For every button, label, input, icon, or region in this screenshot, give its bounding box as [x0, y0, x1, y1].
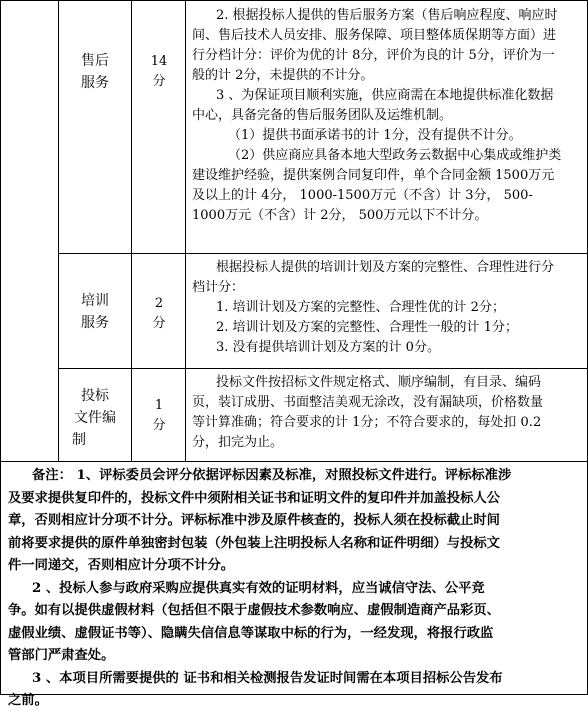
- criteria-line: 等计算准确；符合要求的计 1分；不符合要求的，每处扣 0.2: [192, 415, 542, 430]
- criteria-line: 3 、为保证项目顺利实施，供应商需在本地提供标准化数据: [216, 88, 554, 103]
- criteria-line: 3. 没有提供培训计划及方案的计 0分。: [216, 340, 440, 355]
- note-line: 管部门严肃查处。: [8, 648, 115, 663]
- criteria-line: 2. 根据投标人提供的售后服务方案（售后响应程度、响应时: [216, 8, 558, 23]
- row-border-top: [0, 0, 588, 1]
- col-border-1: [58, 0, 59, 462]
- note-line: 3 、本项目所需要提供的 证书和相关检测报告发证时间需在本项目招标公告发布: [32, 670, 503, 686]
- col-border-3: [185, 0, 186, 462]
- criteria-line: 投标文件按招标文件规定格式、顺序编制，有目录、编码: [216, 375, 542, 390]
- criteria-line: 般的计 2分，未提供的不计分。: [192, 68, 374, 83]
- criteria-line: 1000万元（不含）计 2分， 500万元以下不计分。: [192, 208, 488, 223]
- score-line: 1: [154, 398, 164, 413]
- criteria-line: （2）供应商应具备本地大型政务云数据中心集成或维护类: [228, 148, 562, 163]
- criteria-line: 行分档计分：评价为优的计 8分，评价为良的计 5分，评价为一: [192, 48, 555, 63]
- col-border-2: [131, 0, 132, 462]
- criteria-line: 建设维护经验，提供案例合同复印件，单个合同金额 1500万元: [192, 168, 555, 183]
- note-line: 章，否则相应计分项不计分。评标标准中涉及原件核查的，投标人须在投标截止时间: [8, 513, 500, 528]
- category-line: 制: [72, 432, 86, 448]
- category-line: 文件编: [74, 410, 116, 426]
- note-line: 之前。: [8, 693, 48, 708]
- criteria-line: 间、售后技术人员安排、服务保障、项目整体质保期等方面）进: [192, 28, 557, 43]
- row-border-3: [0, 461, 588, 462]
- score-line: 分: [152, 418, 166, 433]
- criteria-line: （1）提供书面承诺书的计 1分，没有提供不计分。: [228, 128, 522, 143]
- notes-block: [8, 465, 584, 713]
- score-bid-document: [133, 396, 185, 436]
- col-border-left: [0, 0, 1, 695]
- criteria-line: 页，装订成册、书面整洁美观无涂改，没有漏缺项，价格数量: [192, 395, 544, 410]
- criteria-line: 分，扣完为止。: [192, 435, 284, 450]
- category-after-sales: [60, 50, 130, 94]
- note-line: 争。如有以提供虚假材料（包括但不限于虚假技术参数响应、虚假制造商产品彩页、: [8, 603, 500, 618]
- criteria-line: 档计分：: [192, 280, 245, 295]
- criteria-line: 1. 培训计划及方案的完整性、合理性优的计 2分；: [216, 300, 505, 315]
- criteria-line: 根据投标人提供的培训计划及方案的完整性、合理性进行分: [216, 260, 555, 275]
- note-line: 及要求提供复印件的，投标文件中须附相关证书和证明文件的复印件并加盖投标人公: [8, 490, 500, 506]
- note-line: 备注： 1、评标委员会评分依据评标因素及标准，对照投标文件进行。评标标准涉: [32, 468, 512, 483]
- score-line: 分: [152, 74, 166, 89]
- score-training: [133, 294, 185, 334]
- score-line: 14: [150, 54, 168, 69]
- score-line: 分: [152, 316, 166, 331]
- category-bid-document: [60, 385, 130, 451]
- criteria-line: 2. 培训计划及方案的完整性、合理性一般的计 1分；: [216, 320, 518, 335]
- row-border-2: [58, 368, 588, 369]
- note-line: 件一同递交，否则相应计分项不计分。: [8, 558, 235, 573]
- category-training: [60, 290, 130, 334]
- criteria-training: [190, 258, 586, 358]
- note-line: 2 、投标人参与政府采购应提供真实有效的证明材料，应当诚信守法、公平竞: [32, 580, 485, 596]
- criteria-line: 中心，具备完备的售后服务团队及运维机制。: [192, 108, 453, 123]
- row-border-1: [58, 253, 588, 254]
- criteria-line: 及以上的计 4分， 1000-1500万元（不含）计 3分， 500-: [192, 188, 533, 203]
- criteria-after-sales: [190, 6, 586, 226]
- category-line: 售后: [81, 53, 109, 69]
- category-line: 投标: [81, 388, 109, 404]
- note-line: 虚假业绩、虚假证书等）、隐瞒失信信息等谋取中标的行为，一经发现，将报行政监: [8, 625, 494, 641]
- category-line: 服务: [81, 75, 109, 91]
- score-line: 2: [154, 296, 164, 311]
- criteria-bid-document: [190, 373, 586, 453]
- category-line: 培训: [81, 293, 109, 309]
- score-after-sales: [133, 52, 185, 92]
- category-line: 服务: [81, 315, 109, 331]
- note-line: 前将要求提供的原件单独密封包装（外包装上注明投标人名称和证件明细）与投标文: [8, 535, 500, 551]
